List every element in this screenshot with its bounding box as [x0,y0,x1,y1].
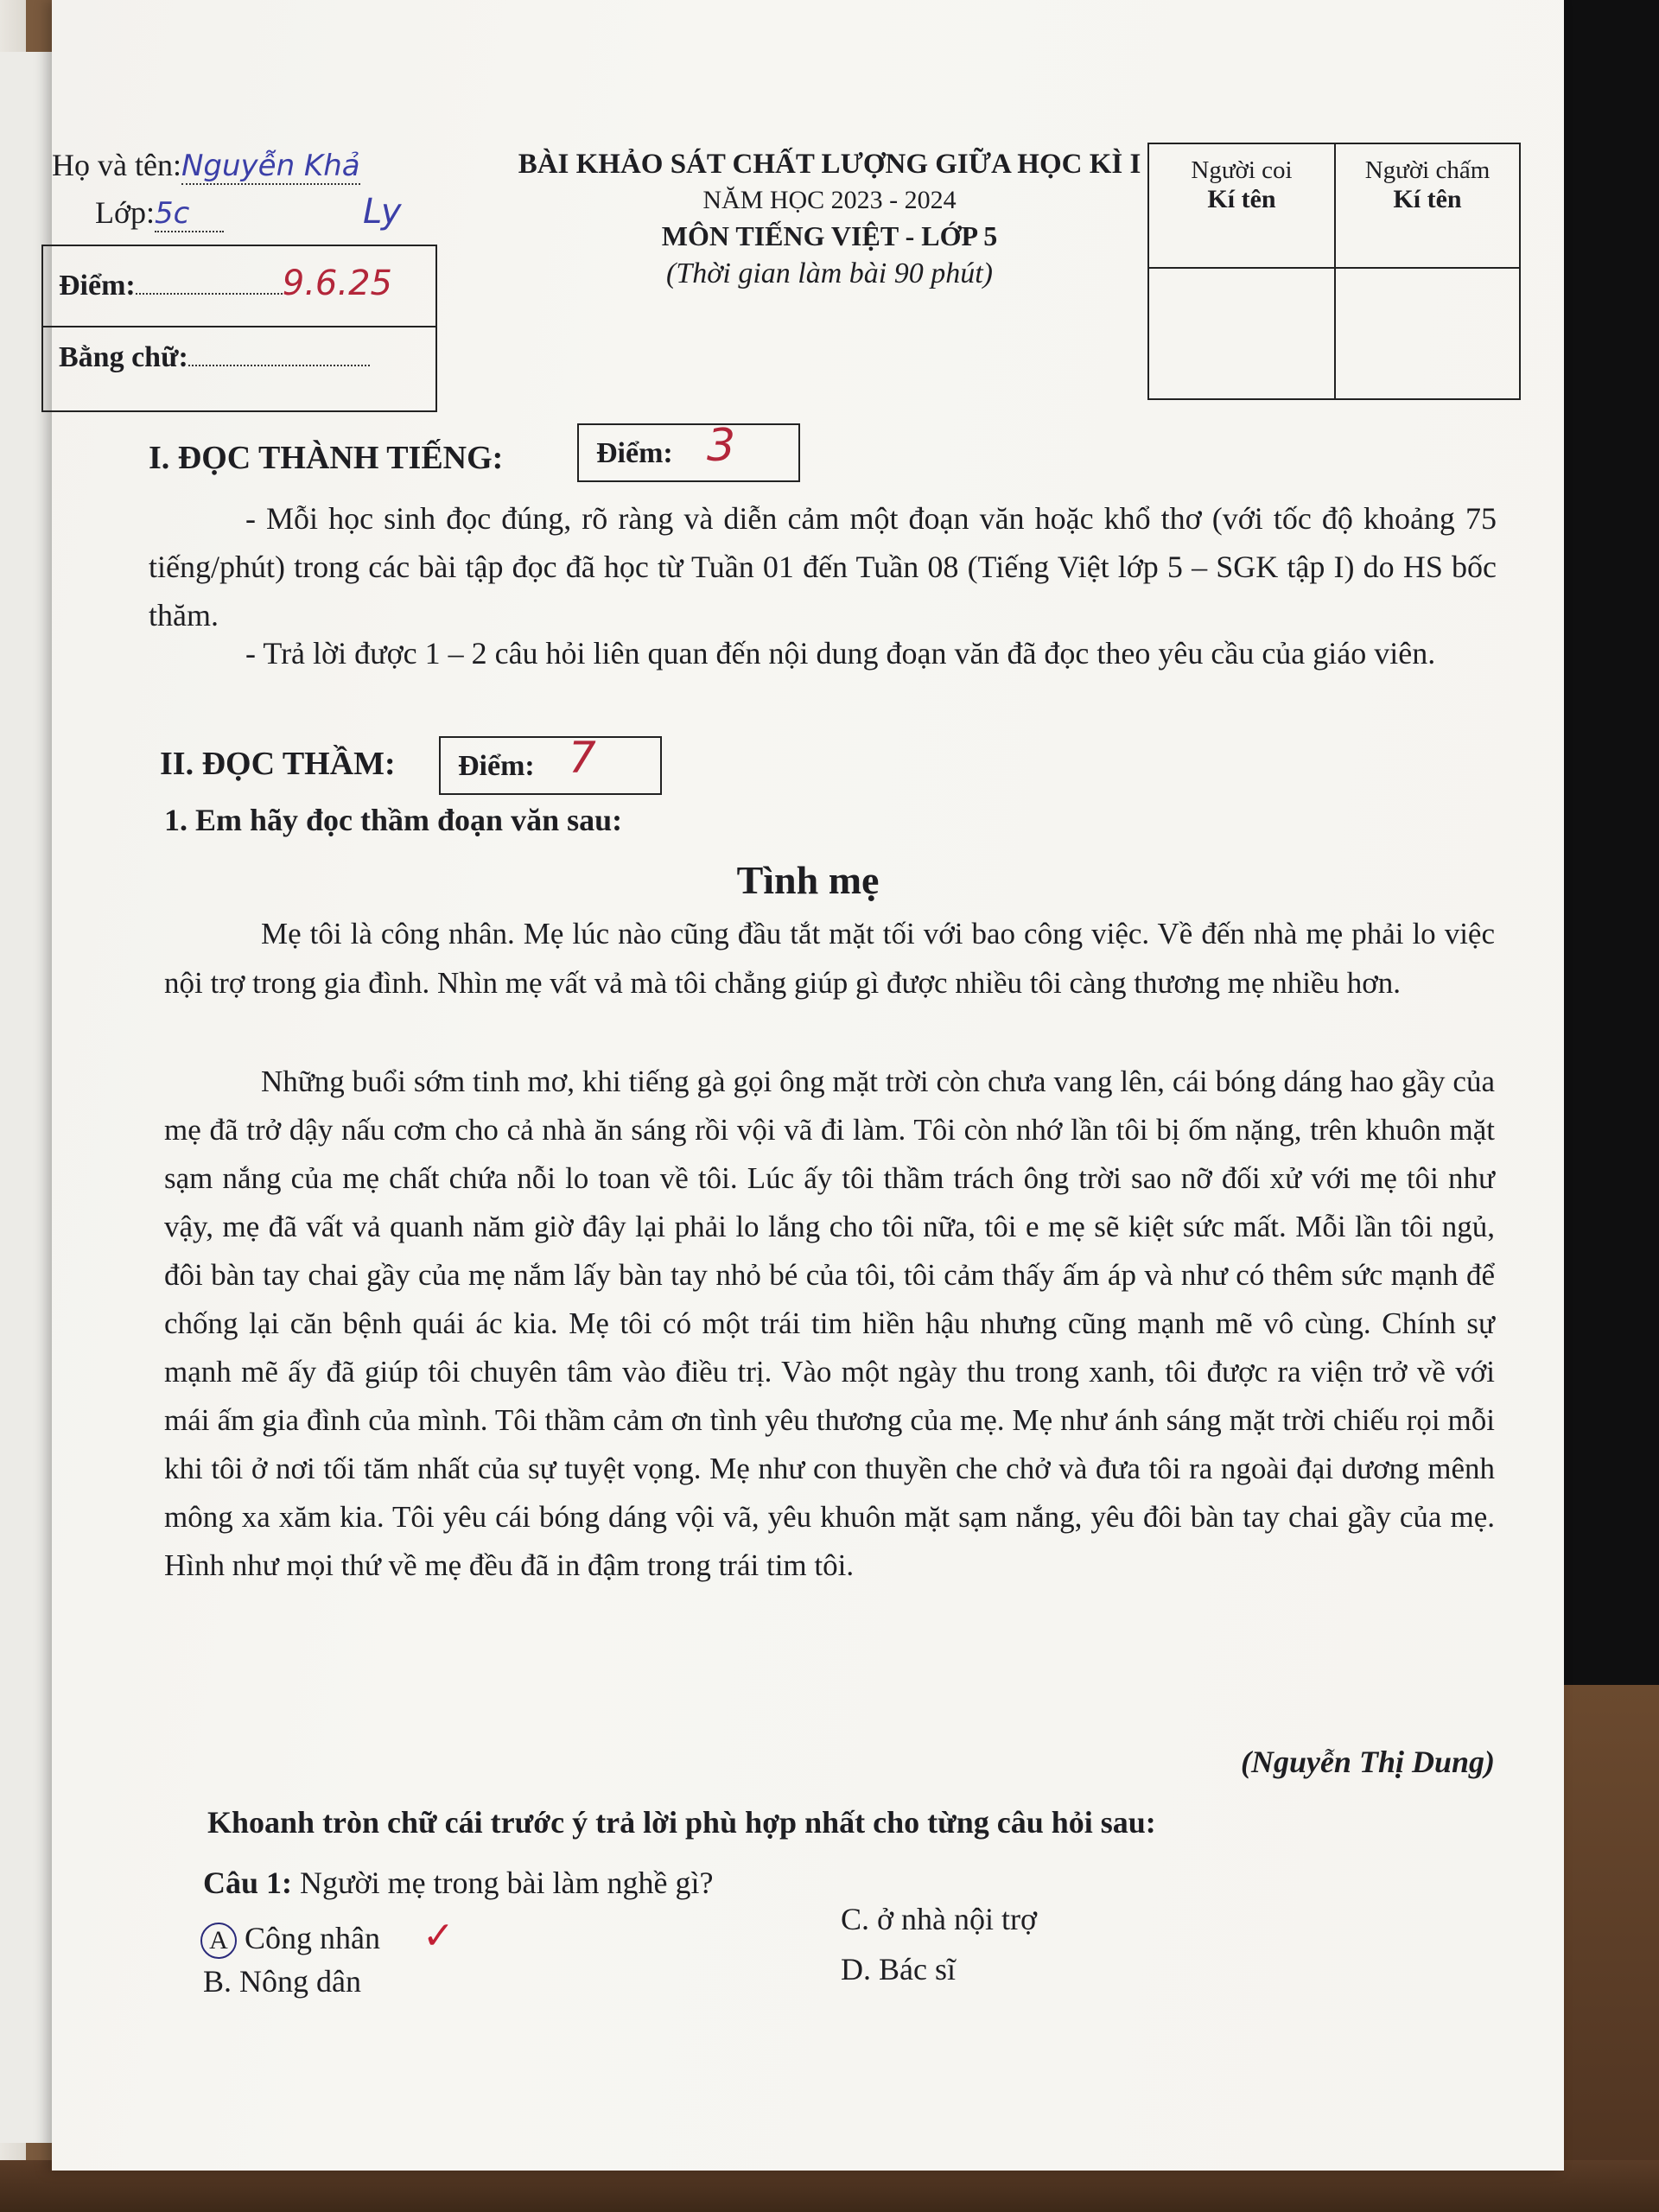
option-a[interactable] [200,1914,454,1959]
supervisor-cell [1149,156,1334,214]
signature-table [1147,143,1521,400]
name-line [52,147,360,183]
question-instruction: Khoanh tròn chữ cái trước ý trả lời phù hợp nhất cho từng câu hỏi sau: [207,1805,1156,1840]
class-line [95,194,224,231]
exam-title-block [441,149,1218,290]
option-a-circled-letter: A [200,1923,237,1959]
words-label: Bằng chữ: [59,341,188,373]
grader-cell [1334,156,1521,214]
section2-title: II. ĐỌC THẦM: [160,746,396,782]
story-title: Tình mẹ [736,858,880,902]
section1-paragraph-2: - Trả lời được 1 – 2 câu hỏi liên quan đến nội dung đoạn văn đã đọc theo yêu cầu của giáo viên. [245,636,1436,671]
grader-sign: Kí tên [1393,185,1462,213]
question-1-text: Người mẹ trong bài làm nghề gì? [300,1866,714,1900]
reading-instruction: 1. Em hãy đọc thầm đoạn văn sau: [164,803,623,837]
duration: (Thời gian làm bài 90 phút) [666,257,993,289]
score-box [41,245,437,412]
student-name: Nguyễn Khả [181,149,360,183]
exam-title: BÀI KHẢO SÁT CHẤT LƯỢNG GIỮA HỌC KÌ I [518,149,1141,180]
score-label: Điểm: [59,270,136,302]
story-paragraph-1: Mẹ tôi là công nhân. Mẹ lúc nào cũng đầu tắt mặt tối với bao công việc. Về đến nhà mẹ phải lo việc nội trợ trong gia đình. Nhìn mẹ vất vả mà tôi chẳng giúp gì được nhiều tôi càng thương mẹ nhiều hơn. [164,917,1495,1000]
supervisor-sign: Kí tên [1207,185,1276,213]
dark-surface [1564,0,1659,1685]
score-value: 9.6.25 [282,264,392,303]
wood-surface [1564,1685,1659,2212]
section2-score-value: 7 [569,733,596,783]
section1-title: I. ĐỌC THÀNH TIẾNG: [149,440,504,476]
words-line [59,341,370,374]
grader-label: Người chấm [1364,156,1491,184]
exam-paper [52,0,1564,2171]
story-author: (Nguyễn Thị Dung) [1240,1745,1495,1779]
option-a-text: Công nhân [245,1921,380,1955]
question-1 [203,1865,713,1901]
section2-score-box [439,733,662,795]
option-b[interactable]: B. Nông dân [203,1964,361,1999]
story-paragraph-2: Những buổi sớm tinh mơ, khi tiếng gà gọi ông mặt trời còn chưa vang lên, cái bóng dáng hao gầy của mẹ đã trở dậy nấu cơm cho cả nhà ăn sáng rồi vội vã đi làm. Tôi còn nhớ lần tôi bị ốm nặng, trên khuôn mặt sạm nắng của mẹ chất chứa nỗi lo toan về tôi. Lúc ấy tôi thầm trách ông trời sao nỡ đối xử với mẹ tôi như vậy, mẹ đã vất vả quanh năm giờ đây lại phải lo lắng cho tôi nữa, tôi e mẹ sẽ kiệt sức mất. Mỗi lần tôi ngủ, đôi bàn tay chai gầy của mẹ nắm lấy bàn tay nhỏ bé của tôi, tôi cảm thấy ấm áp và như có thêm sức mạnh để chống lại căn bệnh quái ác kia. Mẹ tôi có một trái tim hiền hậu nhưng cũng mạnh mẽ vô cùng. Chính sự mạnh mẽ ấy đã giúp tôi chuyên tâm vào điều trị. Vào một ngày thu trong xanh, tôi được ra viện trở về với mái ấm gia đình của mình. Tôi thầm cảm ơn tình yêu thương của mẹ. Mẹ như ánh sáng mặt trời chiếu rọi mỗi khi tôi ở nơi tối tăm nhất của sự tuyệt vọng. Mẹ như con thuyền che chở và đưa tôi ra ngoài đại dương mênh mông xa xăm kia. Tôi yêu cái bóng dáng vội vã, yêu khuôn mặt sạm nắng, yêu đôi bàn tay chai gầy của mẹ. Hình như mọi thứ về mẹ đều đã in đậm trong trái tim tôi. [164,1065,1495,1582]
class-value: 5c [155,196,224,232]
score-line [59,264,392,303]
section1-paragraph-1: - Mỗi học sinh đọc đúng, rõ ràng và diễn cảm một đoạn văn hoặc khổ thơ (với tốc độ khoảng 75 tiếng/phút) trong các bài tập đọc đã học từ Tuần 01 đến Tuần 08 (Tiếng Việt lớp 5 – SGK tập I) do HS bốc thăm. [149,501,1497,632]
section1-score-box [577,420,800,482]
class-label: Lớp: [95,195,156,230]
check-mark-icon: ✓ [423,1915,454,1957]
question-1-label: Câu 1: [203,1866,293,1900]
name-label: Họ và tên: [52,148,181,182]
section1-score-label: Điểm: [596,437,673,469]
school-year: NĂM HỌC 2023 - 2024 [702,186,957,214]
section2-score-label: Điểm: [458,750,535,782]
subject: MÔN TIẾNG VIỆT - LỚP 5 [661,220,998,251]
option-d[interactable]: D. Bác sĩ [841,1952,956,1986]
student-name-2: Ly [363,192,402,232]
supervisor-label: Người coi [1191,156,1293,184]
section1-score-value: 3 [707,420,736,472]
option-c[interactable]: C. ở nhà nội trợ [841,1902,1038,1936]
